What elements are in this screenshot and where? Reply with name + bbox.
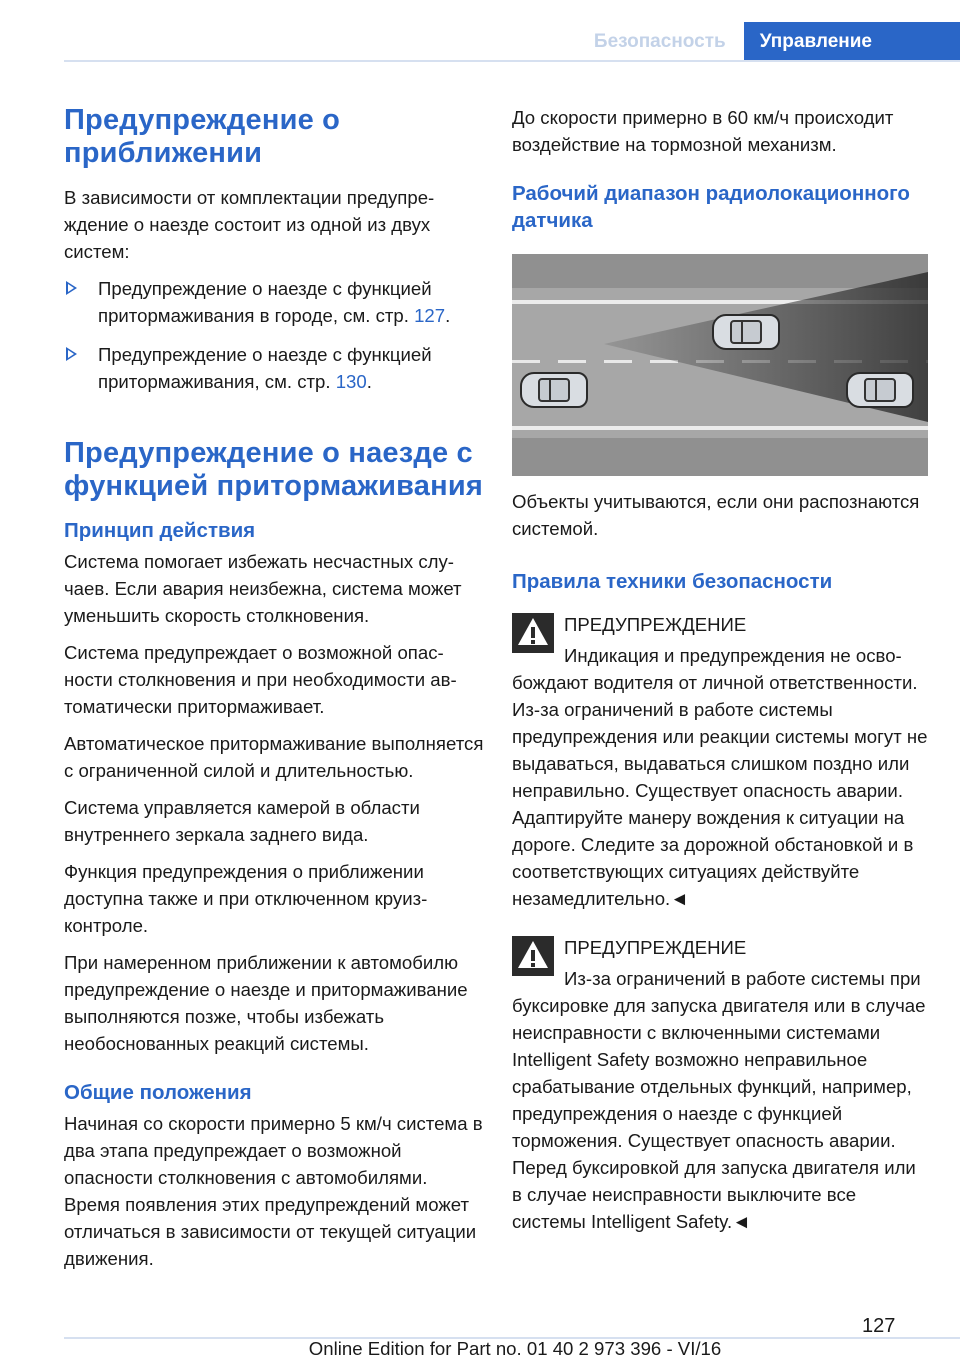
car-ahead-same-lane <box>846 372 914 408</box>
edition-footer <box>0 1338 960 1360</box>
heading-radar-range: Рабочий диапазон радиолокационного датчика <box>512 182 910 232</box>
section-title-collision-warning: Предупреждение о наезде с функцией притормаживания <box>64 437 483 502</box>
paragraph: Система управляется камерой в области внутреннего зеркала заднего вида. <box>64 797 420 845</box>
page-link[interactable]: 130 <box>335 371 367 392</box>
figure-caption: Объекты учитываются, если они распознаются системой. <box>512 491 920 539</box>
page-link[interactable]: 127 <box>414 305 446 326</box>
intro-paragraph: В зависимости от комплектации предупреждение о наезде состоит из одной из двух систем: <box>64 187 435 262</box>
paragraph: Начиная со скорости примерно 5 км/ч система в два этапа предупреждает о возможной опасности столкновения с автомобилями. Время появления этих предупреждений может отличаться в зависимости от текущей ситуации движения. <box>64 1113 483 1269</box>
paragraph: Автоматическое притормаживание выполняется с ограниченной силой и длительностью. <box>64 733 484 781</box>
paragraph: Функция предупреждения о приближении доступна также и при отключенном круиз-контроле. <box>64 861 428 936</box>
right-column <box>512 104 928 1235</box>
heading-principle: Принцип действия <box>64 519 256 542</box>
left-column <box>64 104 484 1282</box>
paragraph: До скорости примерно в 60 км/ч происходит воздействие на тормозной механизм. <box>512 107 894 155</box>
warning-text: Индикация и предупреждения не освобождают водителя от личной ответственности. Из-за ограничений в работе системы предупреждения или реакции системы могут не выдаваться, выдаваться слишком поздно или неправильно. Существует опасность аварии. Адаптируйте манеру вождения к ситуации на дороге. Следите за дорожной обстановкой и в соответствующих ситуациях действуйте незамедлительно.◄ <box>512 645 928 909</box>
bullet-text: Предупреждение о наезде с функцией притормаживания, см. стр. <box>98 344 432 392</box>
paragraph: При намеренном приближении к автомобилю предупреждение о наезде и притормaживание выполняются позже, чтобы избежать необоснованных реакций системы. <box>64 952 468 1054</box>
warning-text: Из-за ограничений в работе системы при буксировке для запуска двигателя или в случае неисправности с включенными системами Intelligent Safety возможно неправильное срабатывание отдельных функций, например, предупреждения о наезде с функцией торможения. Существует опасность аварии. Перед буксировкой для запуска двигателя или в случае неисправности выключите все системы Intelligent Safety.◄ <box>512 968 926 1232</box>
bullet-end: . <box>366 371 372 392</box>
warning-icon <box>512 936 554 976</box>
bullet-end: . <box>445 305 451 326</box>
header-divider <box>64 60 960 62</box>
warning-icon <box>512 613 554 653</box>
warning-block <box>512 611 928 912</box>
bullet-triangle-icon <box>66 281 77 295</box>
bullet-text: Предупреждение о наезде с функцией притормаживания в городе, см. стр. <box>98 278 432 326</box>
tab-control[interactable]: Управление <box>744 22 960 61</box>
paragraph: Система помогает избежать несчастных случаев. Если авария неизбежна, система может уменьшить скорость столкновения. <box>64 551 462 626</box>
paragraph: Система предупреждает о возможной опасности столкновения и при необходимости автоматически притормаживает. <box>64 642 457 717</box>
radar-range-illustration <box>512 254 928 476</box>
road-edge <box>512 426 928 430</box>
tab-safety[interactable]: Безопасность <box>576 22 744 61</box>
heading-general: Общие положения <box>64 1081 252 1104</box>
bullet-triangle-icon <box>66 347 77 361</box>
own-car <box>520 372 588 408</box>
bullet-list <box>64 275 484 395</box>
car-ahead-left-lane <box>712 314 780 350</box>
section-title-approach-warning: Предупреждение о приближении <box>64 104 341 169</box>
list-item <box>64 275 484 329</box>
warning-block <box>512 934 928 1235</box>
warning-title: ПРЕДУПРЕЖДЕНИЕ <box>564 614 747 635</box>
warning-title: ПРЕДУПРЕЖДЕНИЕ <box>564 937 747 958</box>
page-number: 127 <box>862 1315 896 1337</box>
chapter-tabs <box>576 22 960 61</box>
list-item <box>64 341 484 395</box>
heading-safety-rules: Правила техники безопасности <box>512 570 833 593</box>
edition-text: Online Edition for Part no. 01 40 2 973 396 - VI/16 <box>308 1338 722 1359</box>
